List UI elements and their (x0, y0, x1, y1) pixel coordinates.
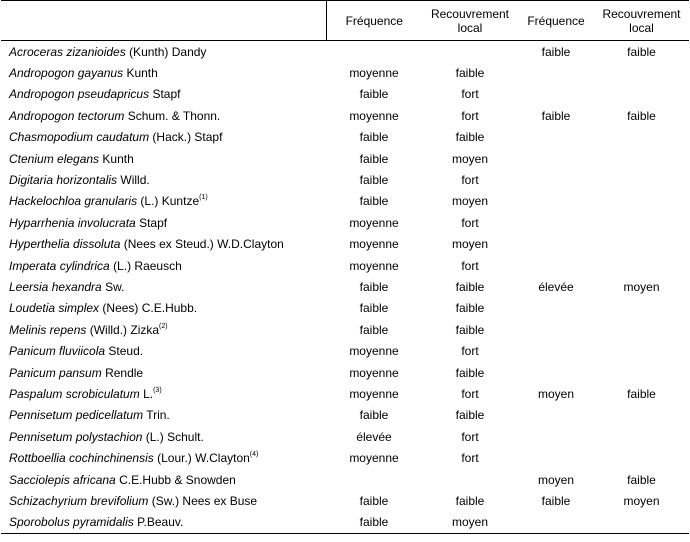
species-name: Loudetia simplex (9, 301, 100, 316)
cover-2-cell (594, 512, 689, 534)
frequency-1-cell: élevée (356, 429, 392, 444)
table-row (1, 490, 689, 511)
species-name: Melinis repens (9, 322, 87, 337)
frequency-header-1: Fréquence (326, 1, 422, 41)
frequency-1-cell (326, 41, 422, 63)
species-name: Andropogon tectorum (9, 108, 125, 123)
cover-1-cell: faible (455, 322, 485, 337)
frequency-1-cell: moyenne (349, 108, 399, 123)
species-cell (1, 105, 326, 126)
cover-1-cell: fort (461, 215, 479, 230)
table-row (1, 362, 689, 383)
cover-1-cell: fort (461, 87, 479, 102)
cover-2-cell (594, 298, 689, 319)
species-author: (Nees ex Steud.) W.D.Clayton (123, 237, 284, 252)
cover-2-cell (594, 169, 689, 190)
cover-2-cell: faible (627, 472, 656, 487)
frequency-1-cell: faible (359, 301, 389, 316)
species-author: Rendle (105, 365, 144, 380)
cover-1-cell (422, 469, 518, 490)
cover-2-cell: moyen (623, 493, 660, 508)
species-author: Willd. (120, 173, 150, 188)
species-author: (L.) Raeusch (113, 258, 182, 273)
cover-2-cell (594, 447, 689, 468)
species-author: P.Beauv. (137, 515, 184, 530)
frequency-2-cell (518, 319, 594, 340)
cover-1-cell: moyen (451, 194, 489, 209)
frequency-1-cell: moyenne (349, 258, 399, 273)
cover-1-cell: fort (461, 344, 479, 359)
header-row (1, 1, 689, 41)
table-row (1, 512, 689, 534)
table-row (1, 319, 689, 340)
cover-1-cell (422, 41, 518, 63)
cover-2-cell: moyen (623, 279, 660, 294)
footnote-marker: (4) (249, 451, 259, 459)
species-author: (L.) Schult. (145, 429, 204, 444)
species-cell (1, 298, 326, 319)
species-author: (Kunth) Dandy (129, 44, 207, 59)
species-cell (1, 340, 326, 361)
cover-2-cell (594, 127, 689, 148)
cover-1-cell: fort (461, 173, 479, 188)
table-row (1, 447, 689, 468)
species-cell (1, 148, 326, 169)
frequency-2-cell: faible (541, 44, 571, 59)
species-cell (1, 319, 326, 340)
table-row (1, 84, 689, 105)
table-row (1, 340, 689, 361)
frequency-1-cell: faible (359, 408, 389, 423)
frequency-1-cell: faible (359, 279, 389, 294)
cover-1-cell: faible (455, 66, 485, 81)
table-row (1, 212, 689, 233)
cover-2-cell (594, 62, 689, 83)
table-row (1, 298, 689, 319)
species-author: Trin. (146, 408, 170, 423)
cover-2-cell (594, 362, 689, 383)
table-row (1, 469, 689, 490)
species-name: Sacciolepis africana (9, 472, 116, 487)
cover-2-cell: faible (627, 44, 656, 59)
frequency-2-cell (518, 84, 594, 105)
frequency-1-cell: moyenne (349, 451, 399, 466)
species-cell (1, 512, 326, 534)
species-cell (1, 447, 326, 468)
cover-2-cell: faible (627, 386, 656, 401)
table-row (1, 405, 689, 426)
species-cell (1, 490, 326, 511)
frequency-1-cell: faible (359, 87, 389, 102)
cover-1-cell: moyen (451, 237, 489, 252)
frequency-header-2: Fréquence (527, 13, 585, 28)
species-author: (Lour.) W.Clayton (157, 451, 250, 466)
cover-2-cell (594, 148, 689, 169)
species-author: (Nees) C.E.Hubb. (102, 301, 198, 316)
footnote-marker: (2) (159, 322, 168, 330)
species-name: Acroceras zizanioides (9, 44, 126, 59)
cover-1-cell: fort (461, 108, 479, 123)
frequency-1-cell: faible (359, 173, 389, 188)
species-author: Schum. & Thonn. (127, 108, 221, 123)
species-author: L. (143, 386, 154, 401)
species-author: Stapf (152, 87, 181, 102)
frequency-2-cell: faible (541, 493, 571, 508)
species-name: Hyperthelia dissoluta (9, 237, 121, 252)
species-name: Panicum fluviicola (9, 344, 106, 359)
species-author: Kunth (102, 151, 134, 166)
frequency-1-cell: faible (359, 322, 389, 337)
species-cell (1, 426, 326, 447)
species-name: Chasmopodium caudatum (9, 130, 150, 145)
species-author: C.E.Hubb & Snowden (119, 472, 236, 487)
cover-2-cell (594, 340, 689, 361)
cover-header-1: Recouvrement local (430, 6, 510, 35)
frequency-1-cell: moyenne (349, 237, 399, 252)
table-row (1, 148, 689, 169)
frequency-2-cell (518, 62, 594, 83)
frequency-2-cell (518, 234, 594, 255)
cover-2-cell (594, 191, 689, 212)
cover-2-cell (594, 234, 689, 255)
frequency-1-cell (326, 469, 422, 490)
species-author: Kunth (126, 66, 158, 81)
species-name: Sporobolus pyramidalis (9, 515, 134, 530)
frequency-2-cell (518, 298, 594, 319)
frequency-2-cell: moyen (537, 472, 575, 487)
species-name: Hyparrhenia involucrata (9, 215, 136, 230)
frequency-1-cell: moyenne (349, 344, 399, 359)
species-cell (1, 405, 326, 426)
species-name: Paspalum scrobiculatum (9, 386, 140, 401)
species-name: Schizachyrium brevifolium (9, 493, 149, 508)
cover-1-cell: faible (455, 408, 485, 423)
frequency-1-cell: faible (359, 493, 389, 508)
cover-header-2: Recouvrement local (602, 6, 681, 35)
species-author: (Willd.) Zizka (89, 322, 160, 337)
cover-1-cell: moyen (451, 515, 489, 530)
species-name: Imperata cylindrica (9, 258, 110, 273)
frequency-2-cell: élevée (538, 279, 574, 294)
species-name: Ctenium elegans (9, 151, 100, 166)
table-row (1, 276, 689, 297)
frequency-2-cell (518, 362, 594, 383)
species-author: Sw. (105, 279, 125, 294)
species-author: (Hack.) Stapf (152, 130, 223, 145)
footnote-marker: (1) (199, 194, 208, 202)
species-cell (1, 255, 326, 276)
table-row (1, 426, 689, 447)
species-cell (1, 62, 326, 83)
species-cell (1, 383, 326, 404)
frequency-2-cell (518, 127, 594, 148)
species-name: Digitaria horizontalis (9, 173, 118, 188)
cover-1-cell: faible (455, 301, 485, 316)
frequency-2-cell (518, 255, 594, 276)
species-name: Leersia hexandra (9, 279, 102, 294)
cover-2-cell (594, 405, 689, 426)
frequency-2-cell (518, 169, 594, 190)
species-cell (1, 84, 326, 105)
cover-2-cell (594, 212, 689, 233)
species-header (1, 1, 326, 41)
frequency-2-cell (518, 426, 594, 447)
species-name: Rottboellia cochinchinensis (9, 451, 154, 466)
footnote-marker: (3) (153, 386, 162, 394)
frequency-2-cell: faible (541, 108, 571, 123)
species-author: (L.) Kuntze (140, 194, 200, 209)
species-cell (1, 169, 326, 190)
table-row (1, 383, 689, 404)
cover-1-cell: faible (455, 493, 485, 508)
table-row (1, 234, 689, 255)
table-row (1, 169, 689, 190)
frequency-2-cell (518, 148, 594, 169)
species-name: Andropogon pseudapricus (9, 87, 150, 102)
species-cell (1, 41, 326, 63)
frequency-1-cell: faible (359, 151, 389, 166)
cover-1-cell: fort (461, 258, 479, 273)
table-row (1, 255, 689, 276)
frequency-2-cell (518, 405, 594, 426)
cover-1-cell: faible (455, 365, 485, 380)
cover-2-cell: faible (627, 108, 656, 123)
frequency-2-cell (518, 340, 594, 361)
frequency-2-cell (518, 191, 594, 212)
species-name: Hackelochloa granularis (9, 194, 138, 209)
species-cell (1, 362, 326, 383)
species-cell (1, 234, 326, 255)
frequency-1-cell: moyenne (349, 66, 399, 81)
species-name: Andropogon gayanus (9, 66, 124, 81)
frequency-1-cell: faible (359, 515, 389, 530)
species-name: Pennisetum polystachion (9, 429, 143, 444)
table-row (1, 127, 689, 148)
frequency-2-cell (518, 512, 594, 534)
table-row (1, 191, 689, 212)
table-row (1, 41, 689, 63)
frequency-1-cell: moyenne (349, 386, 399, 401)
species-cell (1, 191, 326, 212)
cover-1-cell: faible (455, 130, 485, 145)
frequency-2-cell (518, 212, 594, 233)
frequency-2-cell (518, 447, 594, 468)
frequency-1-cell: moyenne (349, 365, 399, 380)
frequency-1-cell: faible (359, 130, 389, 145)
cover-2-cell (594, 426, 689, 447)
species-author: (Sw.) Nees ex Buse (151, 493, 258, 508)
cover-2-cell (594, 84, 689, 105)
cover-2-cell (594, 255, 689, 276)
species-cell (1, 127, 326, 148)
cover-2-cell (594, 319, 689, 340)
table-row (1, 62, 689, 83)
cover-1-cell: moyen (451, 151, 489, 166)
species-name: Panicum pansum (9, 365, 102, 380)
species-cell (1, 212, 326, 233)
cover-1-cell: fort (461, 386, 479, 401)
species-name: Pennisetum pedicellatum (9, 408, 144, 423)
cover-1-cell: fort (461, 451, 479, 466)
species-author: Steud. (108, 344, 144, 359)
cover-1-cell: fort (461, 429, 479, 444)
species-cell (1, 276, 326, 297)
frequency-1-cell: faible (359, 194, 389, 209)
table-row (1, 105, 689, 126)
species-table (1, 0, 689, 534)
table-body (1, 41, 689, 534)
species-cell (1, 469, 326, 490)
frequency-1-cell: moyenne (349, 215, 399, 230)
cover-1-cell: faible (455, 279, 485, 294)
frequency-2-cell: moyen (537, 386, 575, 401)
species-author: Stapf (139, 215, 168, 230)
